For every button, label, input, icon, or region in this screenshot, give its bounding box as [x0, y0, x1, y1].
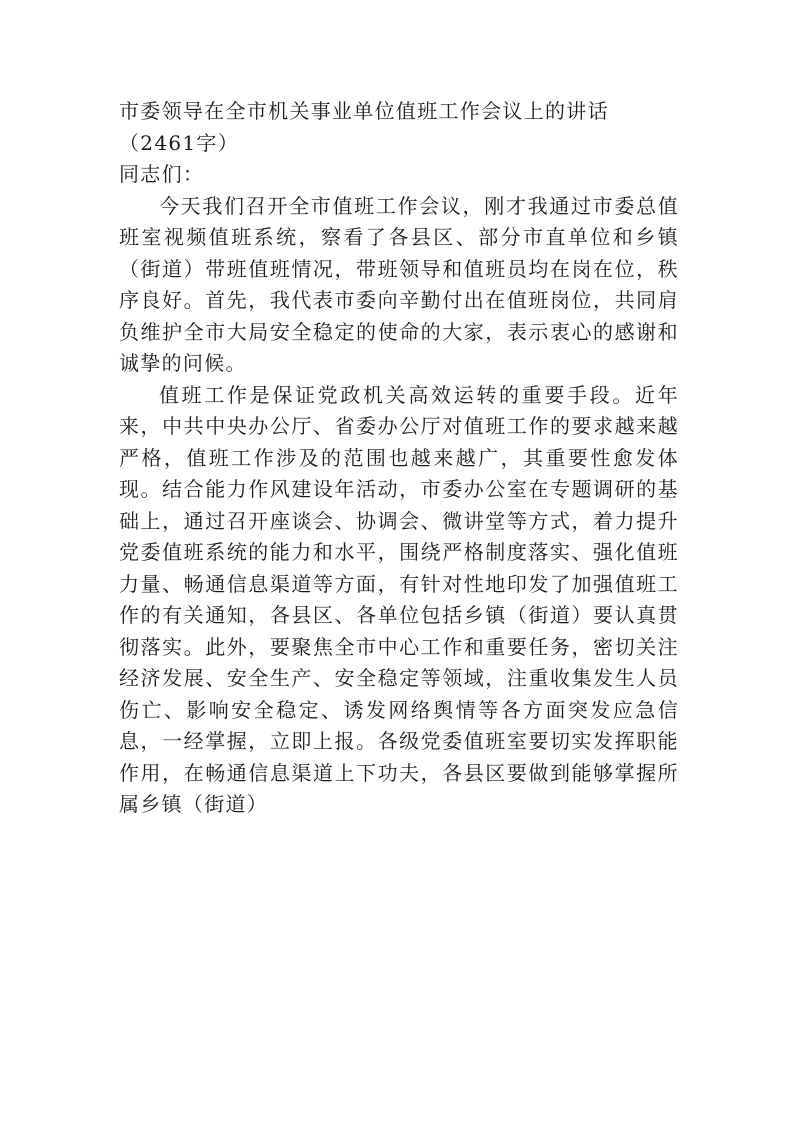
document-title: 市委领导在全市机关事业单位值班工作会议上的讲话（2461字）: [119, 99, 609, 155]
paragraph-2: 值班工作是保证党政机关高效运转的重要手段。近年来，中共中央办公厅、省委办公厅对值班工作的要求越来越严格，值班工作涉及的范围也越来越广，其重要性愈发体现。结合能力作风建设年活动，市委办公室在专题调研的基础上，通过召开座谈会、协调会、微讲堂等方式，着力提升党委值班系统的能力和水平，围绕严格制度落实、强化值班力量、畅通信息渠道等方面，有针对性地印发了加强值班工作的有关通知，各县区、各单位包括乡镇（街道）要认真贯彻落实。此外，要聚焦全市中心工作和重要任务，密切关注经济发展、安全生产、安全稳定等领域，注重收集发生人员伤亡、影响安全稳定、诱发网络舆情等各方面突发应急信息，一经掌握，立即上报。各级党委值班室要切实发挥职能作用，在畅通信息渠道上下功夫，各县区要做到能够掌握所属乡镇（街道）: [119, 382, 679, 816]
paragraph-1: 今天我们召开全市值班工作会议，刚才我通过市委总值班室视频值班系统，察看了各县区、部分市直单位和乡镇（街道）带班值班情况，带班领导和值班员均在岗在位，秩序良好。首先，我代表市委向辛勤付出在值班岗位，共同肩负维护全市大局安全稳定的使命的大家，表示衷心的感谢和诚挚的问候。: [119, 193, 679, 375]
document-body: [119, 96, 679, 821]
salutation: 同志们：: [119, 162, 205, 186]
